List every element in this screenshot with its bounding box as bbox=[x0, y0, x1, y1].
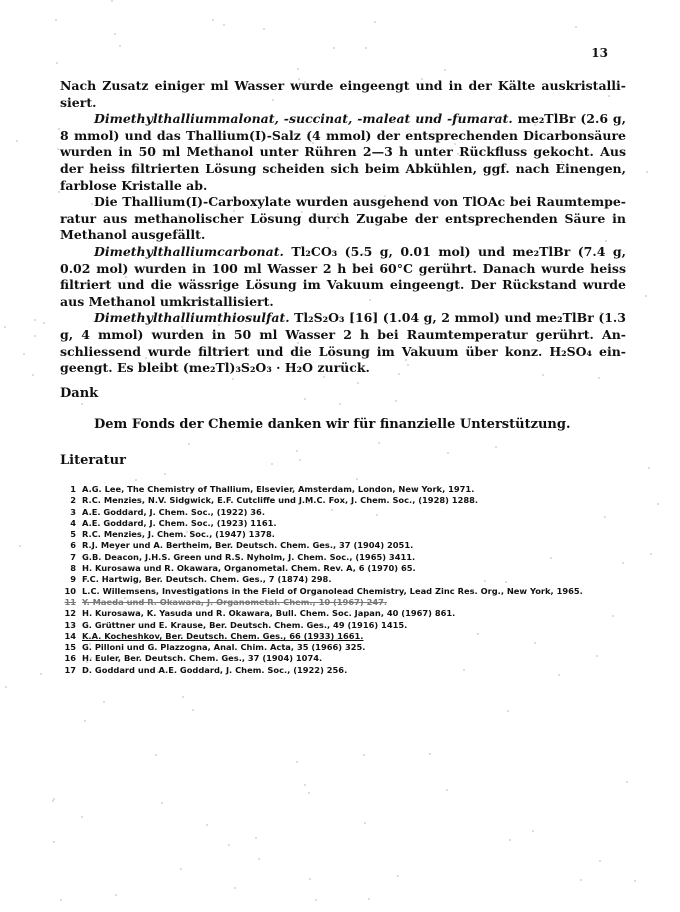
literatur-heading: Literatur bbox=[60, 453, 126, 468]
paragraph bbox=[60, 310, 626, 376]
reference-item bbox=[60, 563, 620, 574]
reference-number: 9 bbox=[70, 574, 76, 585]
reference-number: 14 bbox=[64, 630, 76, 641]
reference-item bbox=[60, 529, 620, 540]
reference-item bbox=[60, 495, 620, 506]
paragraph bbox=[60, 194, 626, 244]
reference-text: A.E. Goddard, J. Chem. Soc., (1923) 1161. bbox=[82, 517, 277, 528]
reference-text: A.G. Lee, The Chemistry of Thallium, Elsevier, Amsterdam, London, New York, 1971. bbox=[82, 484, 475, 494]
reference-number: 5 bbox=[70, 529, 76, 540]
paragraph-text: me₂TlBr (2.6 g, 8 mmol) und das Thallium(I)-Salz (4 mmol) der entsprechenden Dicarbonsäure wurden in 50 ml Methanol unter Rühren 2—3 h unter Rückfluss gekocht. Aus der heiss filtrierten Lösung scheiden sich beim Abkühlen, ggf. nach Einengen, farblose Kristalle ab. bbox=[60, 111, 627, 193]
reference-number: 8 bbox=[70, 563, 76, 574]
page-number: 13 bbox=[591, 46, 608, 60]
reference-item bbox=[60, 552, 620, 563]
reference-text: K.A. Kocheshkov, Ber. Deutsch. Chem. Ges., 66 (1933) 1661. bbox=[82, 630, 364, 641]
reference-item bbox=[60, 540, 620, 551]
reference-text: H. Kurosawa und R. Okawara, Organometal. Chem. Rev. A, 6 (1970) 65. bbox=[82, 563, 416, 574]
paragraph-lead-in: Dimethylthalliumcarbonat. bbox=[94, 243, 284, 259]
reference-text: R.C. Menzies, J. Chem. Soc., (1947) 1378. bbox=[82, 529, 275, 540]
reference-number: 6 bbox=[70, 540, 76, 551]
reference-number: 7 bbox=[70, 551, 76, 562]
dank-text: Dem Fonds der Chemie danken wir für finanzielle Unterstützung. bbox=[94, 417, 571, 432]
paragraph bbox=[60, 78, 626, 111]
reference-text: H. Kurosawa, K. Yasuda und R. Okawara, Bull. Chem. Soc. Japan, 40 (1967) 861. bbox=[82, 608, 456, 619]
reference-item bbox=[60, 631, 620, 642]
paragraph-text: Die Thallium(I)-Carboxylate wurden ausgehend von TlOAc bei Raumtempe-ratur aus methanolischer Lösung durch Zugabe der entsprechenden Säure in Methanol ausgefällt. bbox=[60, 194, 626, 243]
reference-item bbox=[60, 608, 620, 619]
reference-item bbox=[60, 484, 620, 495]
reference-number: 3 bbox=[70, 506, 76, 517]
reference-text: G.B. Deacon, J.H.S. Green und R.S. Nyholm, J. Chem. Soc., (1965) 3411. bbox=[82, 551, 416, 562]
reference-text: H. Euler, Ber. Deutsch. Chem. Ges., 37 (1904) 1074. bbox=[82, 653, 323, 664]
reference-text: G. Grüttner und E. Krause, Ber. Deutsch. Chem. Ges., 49 (1916) 1415. bbox=[82, 619, 408, 630]
reference-text: G. Pilloni und G. Plazzogna, Anal. Chim. Acta, 35 (1966) 325. bbox=[82, 642, 366, 653]
reference-text: D. Goddard und A.E. Goddard, J. Chem. Soc., (1922) 256. bbox=[82, 664, 348, 675]
paragraph-lead-in: Dimethylthalliumthiosulfat. bbox=[94, 310, 290, 326]
paragraph-text: Tl₂CO₃ (5.5 g, 0.01 mol) und me₂TlBr (7.4 g, 0.02 mol) wurden in 100 ml Wasser 2 h bei 60°C gerührt. Danach wurde heiss filtriert und die wässrige Lösung im Vakuum eingeengt. Der Rückstand wurde aus Methanol umkristallisiert. bbox=[60, 243, 626, 309]
reference-number: 4 bbox=[70, 517, 76, 528]
body-text bbox=[60, 78, 626, 377]
reference-number: 2 bbox=[70, 495, 76, 506]
reference-text: R.C. Menzies, N.V. Sidgwick, E.F. Cutcliffe und J.M.C. Fox, J. Chem. Soc., (1928) 1288. bbox=[82, 495, 479, 506]
paragraph bbox=[60, 244, 626, 310]
reference-text: A.E. Goddard, J. Chem. Soc., (1922) 36. bbox=[82, 506, 265, 517]
reference-number: 12 bbox=[64, 608, 76, 619]
reference-item bbox=[60, 620, 620, 631]
reference-list bbox=[60, 484, 620, 676]
reference-number: 15 bbox=[64, 642, 76, 653]
reference-number: 1 bbox=[70, 484, 76, 494]
paragraph bbox=[60, 111, 626, 194]
reference-item bbox=[60, 586, 620, 597]
reference-number: 11 bbox=[64, 596, 76, 607]
reference-text: Y. Maeda und R. Okawara, J. Organometal. Chem., 10 (1967) 247. bbox=[82, 596, 388, 607]
reference-text: R.J. Meyer und A. Bertheim, Ber. Deutsch. Chem. Ges., 37 (1904) 2051. bbox=[82, 540, 414, 551]
reference-item bbox=[60, 518, 620, 529]
reference-item bbox=[60, 642, 620, 653]
reference-number: 10 bbox=[64, 585, 76, 596]
dank-heading: Dank bbox=[60, 386, 99, 401]
reference-item bbox=[60, 653, 620, 664]
reference-text: F.C. Hartwig, Ber. Deutsch. Chem. Ges., 7 (1874) 298. bbox=[82, 574, 332, 585]
reference-number: 17 bbox=[64, 664, 76, 675]
reference-number: 16 bbox=[64, 653, 76, 664]
reference-item bbox=[60, 597, 620, 608]
reference-number: 13 bbox=[64, 619, 76, 630]
paragraph-lead-in: Dimethylthalliummalonat, -succinat, -maleat und -fumarat. bbox=[94, 111, 513, 127]
reference-item bbox=[60, 665, 620, 676]
paragraph-text: Tl₂S₂O₃ [16] (1.04 g, 2 mmol) und me₂TlBr (1.3 g, 4 mmol) wurden in 50 ml Wasser 2 h bei Raumtemperatur gerührt. An-schliessend wurde filtriert und die Lösung im Vakuum über konz. H₂SO₄ ein-geengt. Es bleibt (me₂Tl)₃S₂O₃ · H₂O zurück. bbox=[60, 310, 626, 376]
reference-item bbox=[60, 507, 620, 518]
reference-item bbox=[60, 574, 620, 585]
paragraph-text: Nach Zusatz einiger ml Wasser wurde eingeengt und in der Kälte auskristalli-siert. bbox=[60, 78, 626, 110]
reference-text: L.C. Willemsens, Investigations in the Field of Organolead Chemistry, Lead Zinc Res. Org., New York, 1965. bbox=[82, 585, 583, 596]
